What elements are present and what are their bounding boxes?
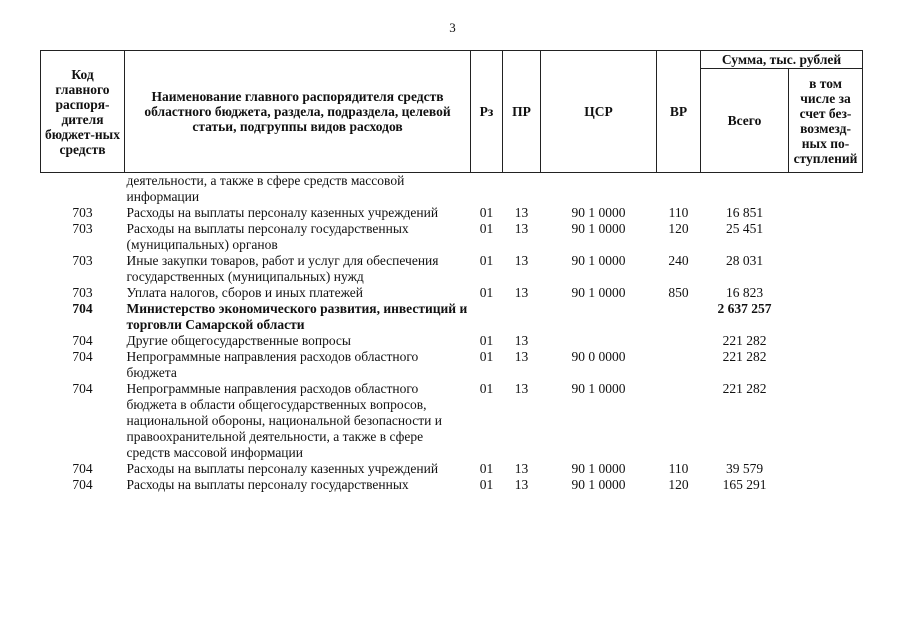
cell-code (41, 173, 125, 206)
budget-table (40, 50, 863, 493)
cell-rz (471, 301, 503, 333)
cell-csr: 90 1 0000 (571, 381, 626, 396)
header-pr: ПР (503, 51, 541, 173)
cell-csr: 90 1 0000 (571, 253, 626, 268)
cell-free (789, 461, 863, 477)
cell-csr: 90 1 0000 (571, 205, 626, 220)
cell-code: 703 (72, 253, 93, 268)
cell-name: деятельности, а также в сфере средств массовой информации (126, 173, 405, 204)
cell-vr (657, 333, 701, 349)
table-row (41, 301, 863, 333)
page-number: 3 (449, 20, 456, 35)
cell-rz: 01 (479, 381, 494, 396)
cell-vr: 240 (668, 253, 689, 268)
table-header (41, 51, 863, 173)
cell-pr: 13 (514, 221, 529, 236)
cell-code: 704 (72, 349, 93, 364)
cell-pr: 13 (514, 461, 529, 476)
header-rz: Рз (471, 51, 503, 173)
cell-rz: 01 (479, 349, 494, 364)
cell-csr (541, 301, 657, 333)
table-row (41, 477, 863, 493)
cell-free (789, 381, 863, 461)
cell-pr: 13 (514, 349, 529, 364)
cell-rz: 01 (479, 333, 494, 348)
cell-rz (471, 173, 503, 206)
cell-csr: 90 1 0000 (571, 221, 626, 236)
cell-csr (541, 333, 657, 349)
cell-pr: 13 (514, 333, 529, 348)
cell-csr: 90 1 0000 (571, 461, 626, 476)
header-vr: ВР (657, 51, 701, 173)
cell-code: 703 (72, 205, 93, 220)
cell-rz: 01 (479, 253, 494, 268)
cell-free (789, 221, 863, 253)
table-row (41, 173, 863, 206)
cell-vr (657, 301, 701, 333)
cell-total: 16 823 (725, 285, 764, 300)
cell-csr: 90 1 0000 (571, 285, 626, 300)
cell-name: Расходы на выплаты персоналу государственных (муниципальных) органов (126, 221, 409, 252)
cell-pr: 13 (514, 205, 529, 220)
cell-name: Расходы на выплаты персоналу казенных учреждений (126, 461, 439, 476)
cell-name: Уплата налогов, сборов и иных платежей (126, 285, 363, 300)
header-free: в том числе за счет без-возмезд-ных по-ступлений (789, 69, 863, 173)
cell-total: 221 282 (722, 333, 767, 348)
cell-pr: 13 (514, 477, 529, 492)
cell-code: 704 (72, 461, 93, 476)
cell-rz: 01 (479, 461, 494, 476)
table-row (41, 205, 863, 221)
cell-csr (541, 173, 657, 206)
cell-code: 704 (72, 301, 93, 316)
cell-free (789, 205, 863, 221)
cell-code: 703 (72, 221, 93, 236)
cell-name: Расходы на выплаты персоналу государственных (126, 477, 409, 492)
table-row (41, 461, 863, 477)
cell-free (789, 301, 863, 333)
cell-code: 704 (72, 477, 93, 492)
cell-free (789, 285, 863, 301)
cell-vr: 120 (668, 221, 689, 236)
cell-name: Министерство экономического развития, инвестиций и торговли Самарской области (126, 301, 468, 332)
cell-rz: 01 (479, 205, 494, 220)
header-csr: ЦСР (541, 51, 657, 173)
cell-total: 28 031 (725, 253, 764, 268)
cell-free (789, 349, 863, 381)
cell-vr (657, 349, 701, 381)
table-row (41, 253, 863, 285)
table-row (41, 381, 863, 461)
cell-name: Расходы на выплаты персоналу казенных учреждений (126, 205, 439, 220)
cell-total: 2 637 257 (717, 301, 772, 316)
cell-vr: 110 (668, 461, 689, 476)
cell-code: 704 (72, 333, 93, 348)
cell-vr (657, 381, 701, 461)
cell-free (789, 173, 863, 206)
table-row (41, 285, 863, 301)
table-row (41, 333, 863, 349)
cell-rz: 01 (479, 477, 494, 492)
cell-free (789, 333, 863, 349)
table-body (41, 173, 863, 494)
cell-pr (503, 173, 541, 206)
cell-pr: 13 (514, 285, 529, 300)
cell-free (789, 253, 863, 285)
cell-code: 704 (72, 381, 93, 396)
cell-csr: 90 1 0000 (571, 477, 626, 492)
cell-rz: 01 (479, 285, 494, 300)
cell-total: 221 282 (722, 381, 767, 396)
cell-total (701, 173, 789, 206)
header-name: Наименование главного распорядителя средств областного бюджета, раздела, подраздела, целевой статьи, подгруппы видов расходов (125, 51, 471, 173)
cell-total: 16 851 (725, 205, 764, 220)
cell-pr: 13 (514, 381, 529, 396)
header-code: Код главного распоря-дителя бюджет-ных средств (41, 51, 125, 173)
cell-free (789, 477, 863, 493)
table-row (41, 221, 863, 253)
cell-vr (657, 173, 701, 206)
header-sum-group: Сумма, тыс. рублей (701, 51, 863, 69)
cell-total: 165 291 (722, 477, 767, 492)
cell-total: 25 451 (725, 221, 764, 236)
cell-total: 39 579 (725, 461, 764, 476)
cell-name: Другие общегосударственные вопросы (126, 333, 351, 348)
cell-pr: 13 (514, 253, 529, 268)
cell-pr (503, 301, 541, 333)
cell-name: Иные закупки товаров, работ и услуг для обеспечения государственных (муниципальных) нужд (126, 253, 439, 284)
cell-vr: 110 (668, 205, 689, 220)
table-row (41, 349, 863, 381)
cell-name: Непрограммные направления расходов областного бюджета в области общегосударственных вопросов, национальной обороны, национальной безопасности и правоохранительной деятельности, а также в сфере средств массовой информации (126, 381, 442, 460)
cell-rz: 01 (479, 221, 494, 236)
cell-vr: 850 (668, 285, 689, 300)
cell-code: 703 (72, 285, 93, 300)
cell-total: 221 282 (722, 349, 767, 364)
cell-name: Непрограммные направления расходов областного бюджета (126, 349, 419, 380)
cell-csr: 90 0 0000 (571, 349, 626, 364)
header-total: Всего (701, 69, 789, 173)
cell-vr: 120 (668, 477, 689, 492)
